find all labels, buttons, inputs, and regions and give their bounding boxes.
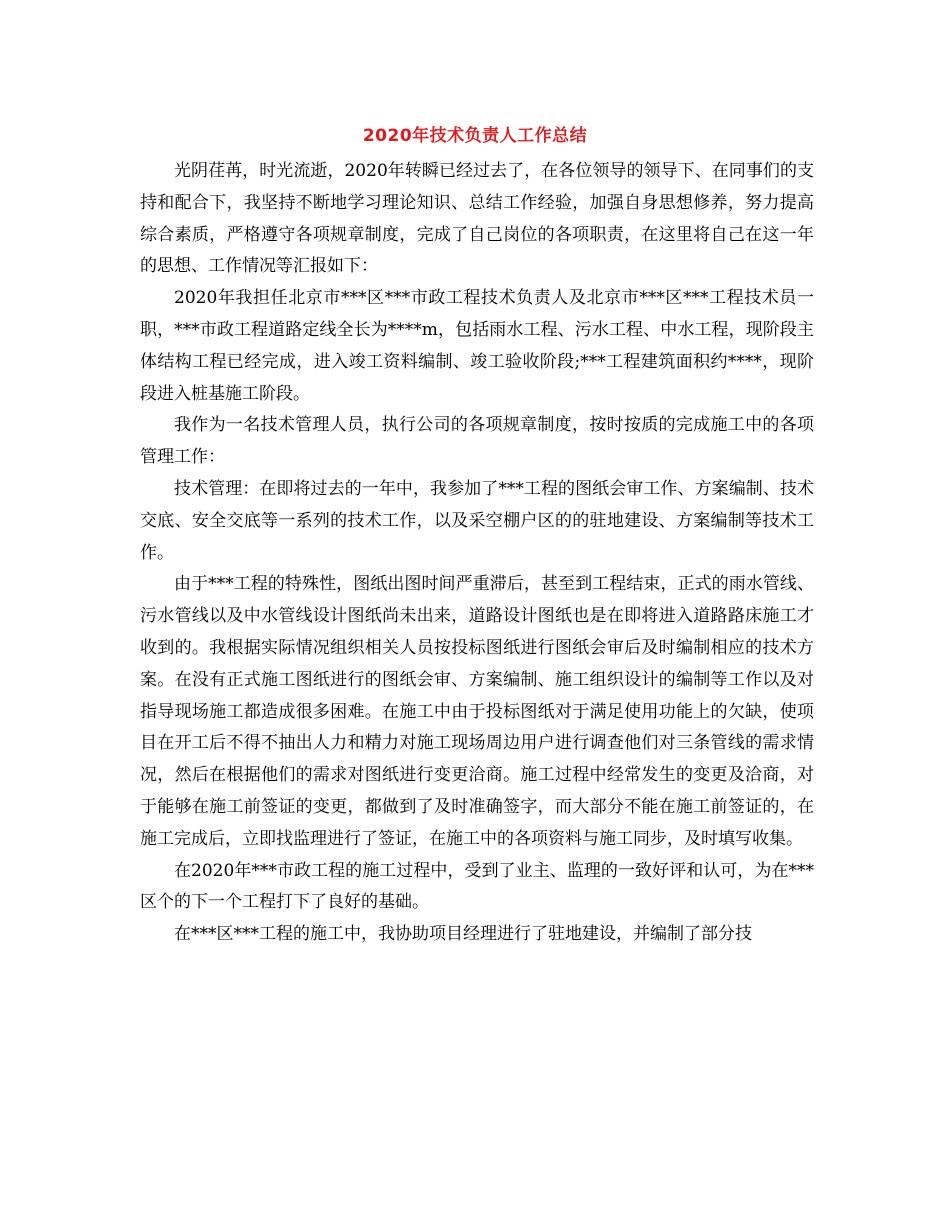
paragraph: 由于***工程的特殊性，图纸出图时间严重滞后，甚至到工程结束，正式的雨水管线、污水管线以及中水管线设计图纸尚未出来，道路设计图纸也是在即将进入道路路床施工才收到的。我根据实际情况组织相关人员按投标图纸进行图纸会审后及时编制相应的技术方案。在没有正式施工图纸进行的图纸会审、方案编制、施工组织设计的编制等工作以及对指导现场施工都造成很多困难。在施工中由于投标图纸对于满足使用功能上的欠缺，使项目在开工后不得不抽出人力和精力对施工现场周边用户进行调查他们对三条管线的需求情况，然后在根据他们的需求对图纸进行变更洽商。施工过程中经常发生的变更及洽商，对于能够在施工前签证的变更，都做到了及时准确签字，而大部分不能在施工前签证的，在施工完成后，立即找监理进行了签证，在施工中的各项资料与施工同步，及时填写收集。: [140, 574, 814, 849]
paragraph: 在***区***工程的施工中，我协助项目经理进行了驻地建设，并编制了部分技: [174, 924, 752, 945]
paragraph: 在2020年***市政工程的施工过程中，受到了业主、监理的一致好评和认可，为在***区个的下一个工程打下了良好的基础。: [140, 860, 814, 913]
paragraph: 光阴荏苒，时光流逝，2020年转瞬已经过去了，在各位领导的领导下、在同事们的支持和配合下，我坚持不断地学习理论知识、总结工作经验，加强自身思想修养，努力提高综合素质，严格遵守各项规章制度，完成了自己岗位的各项职责，在这里将自己在这一年的思想、工作情况等汇报如下：: [140, 161, 814, 277]
paragraph: 2020年我担任北京市***区***市政工程技术负责人及北京市***区***工程技术员一职，***市政工程道路定线全长为****m，包括雨水工程、污水工程、中水工程，现阶段主体结构工程已经完成，进入竣工资料编制、竣工验收阶段;***工程建筑面积约****，现阶段进入桩基施工阶段。: [140, 288, 814, 404]
document-title: 2020年技术负责人工作总结: [362, 126, 588, 146]
document-body: [140, 156, 814, 951]
paragraph: 技术管理：在即将过去的一年中，我参加了***工程的图纸会审工作、方案编制、技术交底、安全交底等一系列的技术工作，以及采空棚户区的的驻地建设、方案编制等技术工作。: [140, 478, 814, 563]
paragraph: 我作为一名技术管理人员，执行公司的各项规章制度，按时按质的完成施工中的各项管理工作：: [140, 415, 814, 468]
